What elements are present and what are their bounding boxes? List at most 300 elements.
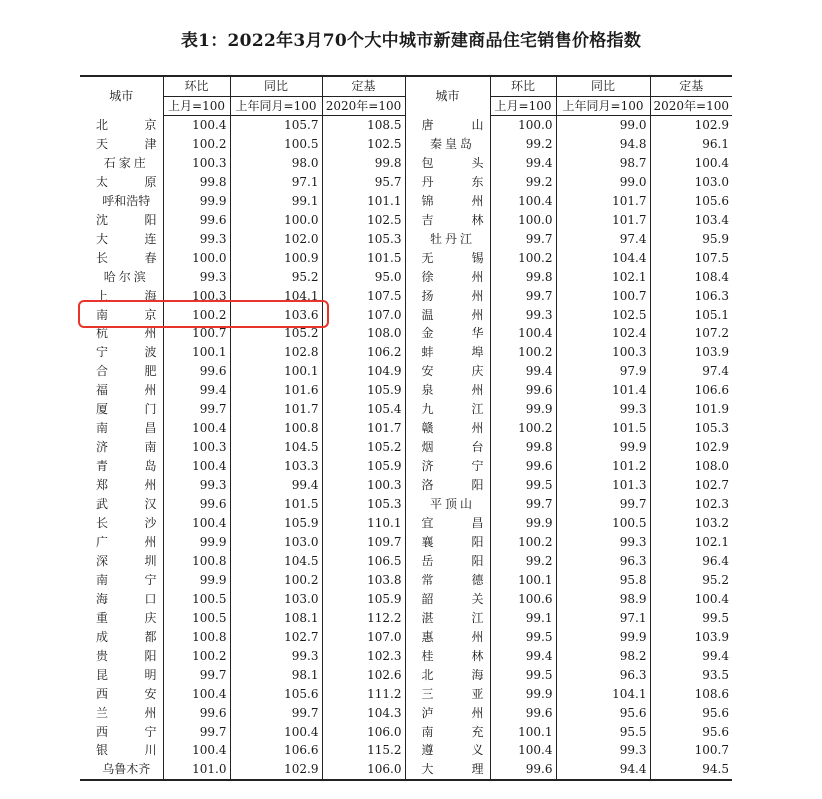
mom-value-left: 99.6 (163, 704, 230, 723)
yoy-value-left: 102.7 (230, 628, 322, 647)
base-value-left: 101.1 (322, 192, 405, 211)
mom-value-left: 99.6 (163, 211, 230, 230)
base-value-left: 108.5 (322, 116, 405, 135)
header-row (80, 76, 732, 96)
city-label: 遵 义 (421, 743, 484, 758)
city-label: 海 口 (96, 591, 157, 606)
base-value-right: 99.4 (650, 647, 732, 666)
highlight-box (78, 300, 329, 328)
mom-value-right: 99.8 (490, 268, 556, 287)
city-name-left (80, 268, 163, 287)
city-label: 济 宁 (421, 459, 484, 474)
yoy-value-left: 103.3 (230, 457, 322, 476)
mom-value-left: 100.3 (163, 154, 230, 173)
base-value-right: 97.4 (650, 362, 732, 381)
yoy-value-left: 97.1 (230, 173, 322, 192)
city-label: 沈 阳 (96, 212, 157, 227)
base-value-right: 105.3 (650, 419, 732, 438)
city-label: 宜 昌 (421, 516, 484, 531)
base-value-left: 95.7 (322, 173, 405, 192)
mom-value-left: 99.3 (163, 230, 230, 249)
city-name-left (80, 571, 163, 590)
city-name-left (80, 741, 163, 760)
city-label: 牡丹江 (429, 231, 475, 246)
yoy-value-left: 100.8 (230, 419, 322, 438)
table-row (80, 381, 732, 400)
yoy-value-left: 99.1 (230, 192, 322, 211)
mom-value-right: 100.6 (490, 590, 556, 609)
city-label: 大 连 (96, 231, 157, 246)
yoy-value-right: 97.4 (556, 230, 650, 249)
mom-value-left: 100.8 (163, 552, 230, 571)
header-base-left: 定基 (322, 76, 405, 96)
yoy-value-left: 105.2 (230, 324, 322, 343)
mom-value-left: 100.4 (163, 116, 230, 135)
yoy-value-left: 108.1 (230, 609, 322, 628)
city-name-left (80, 419, 163, 438)
mom-value-right: 99.2 (490, 135, 556, 154)
mom-value-right: 99.9 (490, 514, 556, 533)
city-label: 兰 州 (96, 705, 157, 720)
yoy-value-left: 104.5 (230, 438, 322, 457)
city-name-left (80, 533, 163, 552)
table-row (80, 249, 732, 268)
mom-value-left: 100.0 (163, 249, 230, 268)
yoy-value-left: 99.3 (230, 647, 322, 666)
base-value-left: 101.5 (322, 249, 405, 268)
city-label: 福 州 (96, 383, 157, 398)
mom-value-right: 99.4 (490, 647, 556, 666)
yoy-value-right: 100.5 (556, 514, 650, 533)
city-name-left (80, 343, 163, 362)
yoy-value-right: 99.0 (556, 173, 650, 192)
city-label: 温 州 (421, 307, 484, 322)
city-label: 徐 州 (421, 269, 484, 284)
yoy-value-left: 99.7 (230, 704, 322, 723)
base-value-left: 102.5 (322, 135, 405, 154)
city-name-left (80, 135, 163, 154)
yoy-value-right: 102.4 (556, 324, 650, 343)
base-value-right: 108.6 (650, 685, 732, 704)
yoy-value-right: 102.1 (556, 268, 650, 287)
mom-value-right: 99.6 (490, 457, 556, 476)
base-value-right: 102.9 (650, 116, 732, 135)
table-row (80, 438, 732, 457)
yoy-value-right: 95.8 (556, 571, 650, 590)
city-label: 哈尔滨 (103, 269, 149, 284)
base-value-right: 94.5 (650, 760, 732, 780)
base-value-left: 109.7 (322, 533, 405, 552)
base-value-right: 93.5 (650, 666, 732, 685)
city-label: 泉 州 (421, 383, 484, 398)
city-name-right (405, 609, 490, 628)
city-label: 赣 州 (421, 421, 484, 436)
city-name-right (405, 552, 490, 571)
yoy-value-left: 105.6 (230, 685, 322, 704)
yoy-value-right: 101.4 (556, 381, 650, 400)
table-row (80, 741, 732, 760)
table-row (80, 116, 732, 135)
city-label: 安 庆 (421, 364, 484, 379)
city-name-left (80, 154, 163, 173)
mom-value-right: 99.6 (490, 704, 556, 723)
table-row (80, 723, 732, 742)
city-name-left (80, 685, 163, 704)
yoy-value-right: 99.7 (556, 495, 650, 514)
mom-value-right: 100.0 (490, 211, 556, 230)
table-row (80, 268, 732, 287)
base-value-left: 105.2 (322, 438, 405, 457)
city-name-right (405, 324, 490, 343)
base-value-left: 95.0 (322, 268, 405, 287)
header-yoy-left: 同比 (230, 76, 322, 96)
city-label: 北 海 (421, 667, 484, 682)
yoy-value-right: 102.5 (556, 306, 650, 325)
mom-value-left: 99.7 (163, 723, 230, 742)
table-row (80, 192, 732, 211)
mom-value-right: 99.4 (490, 154, 556, 173)
city-name-left (80, 552, 163, 571)
header-city-right: 城市 (405, 76, 490, 116)
base-value-left: 102.5 (322, 211, 405, 230)
city-name-right (405, 419, 490, 438)
city-label: 太 原 (96, 174, 157, 189)
table-row (80, 647, 732, 666)
mom-value-right: 100.2 (490, 419, 556, 438)
mom-value-left: 100.3 (163, 438, 230, 457)
city-name-right (405, 704, 490, 723)
city-name-right (405, 438, 490, 457)
yoy-value-right: 101.3 (556, 476, 650, 495)
yoy-value-left: 102.8 (230, 343, 322, 362)
city-label: 桂 林 (421, 648, 484, 663)
mom-value-left: 100.2 (163, 647, 230, 666)
city-name-left (80, 457, 163, 476)
base-value-left: 105.9 (322, 381, 405, 400)
table-row (80, 685, 732, 704)
city-label: 深 圳 (96, 553, 157, 568)
city-label: 济 南 (96, 440, 157, 455)
yoy-value-left: 100.0 (230, 211, 322, 230)
mom-value-left: 100.4 (163, 419, 230, 438)
yoy-value-left: 101.6 (230, 381, 322, 400)
yoy-value-right: 101.7 (556, 211, 650, 230)
city-name-left (80, 495, 163, 514)
header-mom-right: 环比 (490, 76, 556, 96)
city-name-right (405, 116, 490, 135)
city-label: 平顶山 (429, 497, 475, 512)
yoy-value-left: 101.7 (230, 400, 322, 419)
city-label: 青 岛 (96, 459, 157, 474)
city-name-left (80, 760, 163, 780)
base-value-left: 101.7 (322, 419, 405, 438)
subheader-yoy-left: 上年同月=100 (230, 96, 322, 116)
mom-value-left: 99.3 (163, 268, 230, 287)
yoy-value-left: 100.5 (230, 135, 322, 154)
mom-value-right: 99.1 (490, 609, 556, 628)
mom-value-left: 100.1 (163, 343, 230, 362)
yoy-value-right: 100.7 (556, 287, 650, 306)
city-name-right (405, 192, 490, 211)
city-label: 北 京 (96, 117, 157, 132)
yoy-value-left: 106.6 (230, 741, 322, 760)
mom-value-left: 100.4 (163, 514, 230, 533)
base-value-left: 99.8 (322, 154, 405, 173)
city-label: 金 华 (421, 326, 484, 341)
base-value-right: 108.0 (650, 457, 732, 476)
mom-value-left: 99.6 (163, 495, 230, 514)
base-value-left: 112.2 (322, 609, 405, 628)
city-name-right (405, 249, 490, 268)
yoy-value-right: 95.6 (556, 704, 650, 723)
city-label: 襄 阳 (421, 534, 484, 549)
city-name-left (80, 476, 163, 495)
city-name-right (405, 362, 490, 381)
base-value-right: 102.3 (650, 495, 732, 514)
city-label: 唐 山 (421, 117, 484, 132)
base-value-right: 95.2 (650, 571, 732, 590)
header-mom-left: 环比 (163, 76, 230, 96)
city-label: 湛 江 (421, 610, 484, 625)
mom-value-left: 101.0 (163, 760, 230, 780)
mom-value-right: 99.9 (490, 685, 556, 704)
city-name-right (405, 457, 490, 476)
city-name-right (405, 533, 490, 552)
city-name-right (405, 741, 490, 760)
table-row (80, 571, 732, 590)
base-value-left: 115.2 (322, 741, 405, 760)
subheader-mom-left: 上月=100 (163, 96, 230, 116)
city-name-left (80, 116, 163, 135)
city-label: 宁 波 (96, 345, 157, 360)
mom-value-left: 99.7 (163, 400, 230, 419)
mom-value-right: 99.2 (490, 552, 556, 571)
base-value-left: 106.0 (322, 760, 405, 780)
base-value-left: 107.5 (322, 287, 405, 306)
mom-value-right: 100.4 (490, 324, 556, 343)
mom-value-left: 100.4 (163, 685, 230, 704)
city-name-right (405, 685, 490, 704)
base-value-right: 107.2 (650, 324, 732, 343)
yoy-value-left: 103.6 (230, 306, 322, 325)
city-name-right (405, 495, 490, 514)
yoy-value-left: 101.5 (230, 495, 322, 514)
mom-value-left: 100.2 (163, 135, 230, 154)
base-value-left: 106.5 (322, 552, 405, 571)
city-label: 成 都 (96, 629, 157, 644)
base-value-right: 95.6 (650, 704, 732, 723)
base-value-right: 102.1 (650, 533, 732, 552)
table-row (80, 628, 732, 647)
yoy-value-right: 94.8 (556, 135, 650, 154)
city-name-left (80, 192, 163, 211)
city-name-right (405, 760, 490, 780)
subheader-base-right: 2020年=100 (650, 96, 732, 116)
yoy-value-left: 102.9 (230, 760, 322, 780)
city-label: 贵 阳 (96, 648, 157, 663)
table-row (80, 400, 732, 419)
city-name-right (405, 287, 490, 306)
base-value-right: 102.7 (650, 476, 732, 495)
city-label: 秦皇岛 (429, 136, 475, 151)
city-name-right (405, 268, 490, 287)
mom-value-left: 100.3 (163, 287, 230, 306)
city-label: 大 理 (421, 762, 484, 777)
yoy-value-left: 102.0 (230, 230, 322, 249)
yoy-value-right: 94.4 (556, 760, 650, 780)
mom-value-left: 99.8 (163, 173, 230, 192)
city-label: 洛 阳 (421, 478, 484, 493)
city-label: 乌鲁木齐 (102, 762, 151, 777)
mom-value-right: 99.9 (490, 400, 556, 419)
base-value-left: 110.1 (322, 514, 405, 533)
table-row (80, 495, 732, 514)
header-yoy-right: 同比 (556, 76, 650, 96)
city-label: 厦 门 (96, 402, 157, 417)
yoy-value-left: 103.0 (230, 590, 322, 609)
base-value-right: 103.2 (650, 514, 732, 533)
yoy-value-left: 99.4 (230, 476, 322, 495)
city-name-left (80, 211, 163, 230)
city-label: 南 宁 (96, 572, 157, 587)
yoy-value-right: 100.3 (556, 343, 650, 362)
subheader-base-left: 2020年=100 (322, 96, 405, 116)
city-label: 九 江 (421, 402, 484, 417)
mom-value-right: 99.7 (490, 230, 556, 249)
table-row (80, 154, 732, 173)
yoy-value-left: 95.2 (230, 268, 322, 287)
city-name-left (80, 362, 163, 381)
city-name-left (80, 609, 163, 628)
yoy-value-left: 98.0 (230, 154, 322, 173)
city-label: 包 头 (421, 155, 484, 170)
mom-value-left: 100.8 (163, 628, 230, 647)
mom-value-right: 100.1 (490, 723, 556, 742)
city-label: 银 川 (96, 743, 157, 758)
yoy-value-right: 97.9 (556, 362, 650, 381)
yoy-value-left: 104.1 (230, 287, 322, 306)
city-label: 南 京 (96, 307, 157, 322)
city-label: 长 春 (96, 250, 157, 265)
table-row (80, 343, 732, 362)
base-value-right: 95.6 (650, 723, 732, 742)
city-label: 无 锡 (421, 250, 484, 265)
city-label: 扬 州 (421, 288, 484, 303)
city-label: 石家庄 (103, 155, 149, 170)
mom-value-right: 100.4 (490, 192, 556, 211)
city-name-right (405, 230, 490, 249)
mom-value-right: 100.1 (490, 571, 556, 590)
city-label: 昆 明 (96, 667, 157, 682)
city-label: 上 海 (96, 288, 157, 303)
yoy-value-left: 105.9 (230, 514, 322, 533)
table-row (80, 609, 732, 628)
city-name-left (80, 249, 163, 268)
city-name-right (405, 211, 490, 230)
mom-value-right: 99.8 (490, 438, 556, 457)
mom-value-right: 100.2 (490, 343, 556, 362)
mom-value-right: 99.7 (490, 287, 556, 306)
yoy-value-right: 101.2 (556, 457, 650, 476)
base-value-left: 105.9 (322, 590, 405, 609)
yoy-value-right: 98.9 (556, 590, 650, 609)
subheader-yoy-right: 上年同月=100 (556, 96, 650, 116)
city-name-right (405, 723, 490, 742)
base-value-right: 105.6 (650, 192, 732, 211)
mom-value-right: 100.2 (490, 249, 556, 268)
mom-value-left: 100.5 (163, 609, 230, 628)
base-value-left: 106.2 (322, 343, 405, 362)
base-value-left: 102.3 (322, 647, 405, 666)
city-name-right (405, 647, 490, 666)
city-name-right (405, 154, 490, 173)
yoy-value-right: 104.4 (556, 249, 650, 268)
table-row (80, 760, 732, 780)
base-value-left: 104.9 (322, 362, 405, 381)
yoy-value-left: 104.5 (230, 552, 322, 571)
city-name-right (405, 306, 490, 325)
yoy-value-right: 98.7 (556, 154, 650, 173)
city-name-left (80, 666, 163, 685)
city-name-right (405, 381, 490, 400)
header-base-right: 定基 (650, 76, 732, 96)
base-value-right: 101.9 (650, 400, 732, 419)
base-value-left: 108.0 (322, 324, 405, 343)
base-value-left: 111.2 (322, 685, 405, 704)
city-name-right (405, 135, 490, 154)
mom-value-left: 99.4 (163, 381, 230, 400)
table-row (80, 704, 732, 723)
base-value-right: 96.1 (650, 135, 732, 154)
city-name-right (405, 628, 490, 647)
city-label: 吉 林 (421, 212, 484, 227)
city-label: 长 沙 (96, 516, 157, 531)
city-name-left (80, 400, 163, 419)
city-name-right (405, 343, 490, 362)
city-label: 烟 台 (421, 440, 484, 455)
city-name-right (405, 590, 490, 609)
base-value-right: 103.9 (650, 628, 732, 647)
mom-value-right: 100.2 (490, 533, 556, 552)
base-value-right: 100.4 (650, 154, 732, 173)
city-name-right (405, 666, 490, 685)
table-row (80, 211, 732, 230)
city-name-left (80, 723, 163, 742)
base-value-right: 100.4 (650, 590, 732, 609)
city-label: 锦 州 (421, 193, 484, 208)
mom-value-left: 100.4 (163, 741, 230, 760)
base-value-left: 104.3 (322, 704, 405, 723)
yoy-value-left: 100.2 (230, 571, 322, 590)
city-label: 呼和浩特 (102, 193, 151, 208)
yoy-value-left: 100.1 (230, 362, 322, 381)
table-row (80, 590, 732, 609)
yoy-value-right: 99.3 (556, 400, 650, 419)
city-label: 蚌 埠 (421, 345, 484, 360)
city-name-right (405, 514, 490, 533)
city-label: 广 州 (96, 534, 157, 549)
table-row (80, 173, 732, 192)
mom-value-left: 99.6 (163, 362, 230, 381)
base-value-left: 102.6 (322, 666, 405, 685)
base-value-left: 107.0 (322, 306, 405, 325)
base-value-left: 105.4 (322, 400, 405, 419)
table-row (80, 457, 732, 476)
mom-value-right: 99.5 (490, 666, 556, 685)
table-row (80, 362, 732, 381)
city-label: 合 肥 (96, 364, 157, 379)
city-label: 南 充 (421, 724, 484, 739)
